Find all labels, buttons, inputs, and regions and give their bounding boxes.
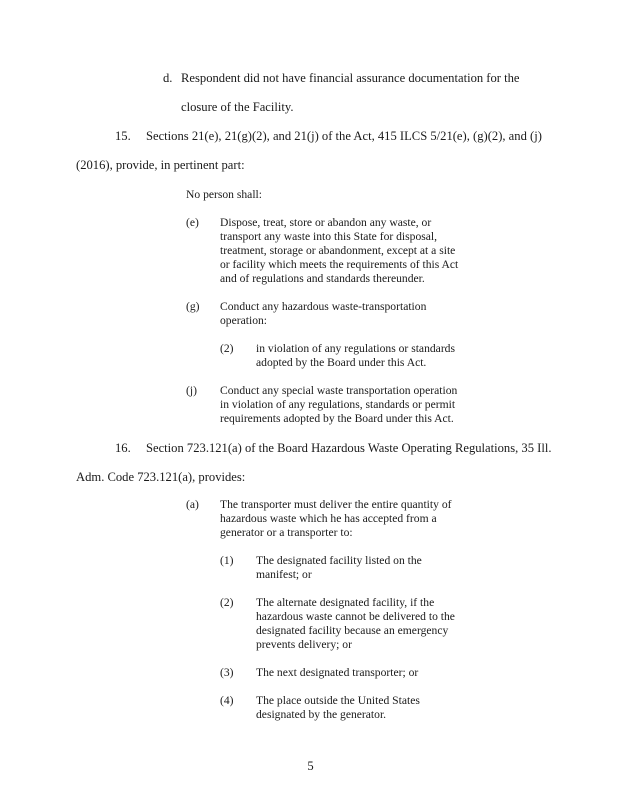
quote-15-e-line: and of regulations and standards thereunder. xyxy=(220,272,425,285)
quote-15-g2-marker: (2) xyxy=(220,342,234,355)
quote-16-item1-marker: (1) xyxy=(220,554,234,567)
quote-16-a-line: generator or a transporter to: xyxy=(220,526,353,539)
paragraph-d-line1: Respondent did not have financial assurance documentation for the xyxy=(181,71,520,85)
quote-15-e-marker: (e) xyxy=(186,216,199,229)
quote-16-item1-line: manifest; or xyxy=(256,568,312,581)
paragraph-15-line1: Sections 21(e), 21(g)(2), and 21(j) of the Act, 415 ILCS 5/21(e), (g)(2), and (j) xyxy=(146,129,542,143)
quote-15-j-marker: (j) xyxy=(186,384,197,397)
paragraph-16-line2: Adm. Code 723.121(a), provides: xyxy=(76,470,246,484)
quote-16-item1-line: The designated facility listed on the xyxy=(256,554,422,567)
quote-16-a-line: The transporter must deliver the entire quantity of xyxy=(220,498,452,511)
quote-16-item2-line: hazardous waste cannot be delivered to the xyxy=(256,610,455,623)
paragraph-d-line2: closure of the Facility. xyxy=(181,100,294,114)
quote-15-e-line: Dispose, treat, store or abandon any waste, or xyxy=(220,216,432,229)
quote-16-item2-line: designated facility because an emergency xyxy=(256,624,449,637)
paragraph-15-number: 15. xyxy=(115,129,131,143)
quote-15-j-line: requirements adopted by the Board under this Act. xyxy=(220,412,454,425)
quote-16-item4-marker: (4) xyxy=(220,694,234,707)
quote-16-item2-line: prevents delivery; or xyxy=(256,638,352,651)
paragraph-d-marker: d. xyxy=(163,71,173,85)
quote-15-e-line: treatment, storage or abandonment, except at a site xyxy=(220,244,456,257)
page-number: 5 xyxy=(307,759,314,773)
quote-15-intro: No person shall: xyxy=(186,188,262,201)
quote-16-item4-line: designated by the generator. xyxy=(256,708,387,721)
quote-15-e-line: transport any waste into this State for disposal, xyxy=(220,230,438,243)
quote-16-a-line: hazardous waste which he has accepted from a xyxy=(220,512,437,525)
quote-15-e-line: or facility which meets the requirements of this Act xyxy=(220,258,459,271)
quote-16-item2-line: The alternate designated facility, if the xyxy=(256,596,435,609)
quote-16-item2-marker: (2) xyxy=(220,596,234,609)
paragraph-16-number: 16. xyxy=(115,441,131,455)
quote-16-item3-line: The next designated transporter; or xyxy=(256,666,419,679)
paragraph-15-line2: (2016), provide, in pertinent part: xyxy=(76,158,245,172)
quote-15-j-line: in violation of any regulations, standards or permit xyxy=(220,398,456,411)
quote-16-item3-marker: (3) xyxy=(220,666,234,679)
quote-15-g-line: Conduct any hazardous waste-transportation xyxy=(220,300,427,313)
quote-15-j-line: Conduct any special waste transportation operation xyxy=(220,384,458,397)
quote-15-g2-line: in violation of any regulations or standards xyxy=(256,342,455,355)
quote-15-g2-line: adopted by the Board under this Act. xyxy=(256,356,427,369)
quote-15-g-marker: (g) xyxy=(186,300,200,313)
paragraph-16-line1: Section 723.121(a) of the Board Hazardous Waste Operating Regulations, 35 Ill. xyxy=(146,441,552,455)
quote-16-item4-line: The place outside the United States xyxy=(256,694,420,707)
quote-15-g-line: operation: xyxy=(220,314,268,327)
quote-16-a-marker: (a) xyxy=(186,498,199,511)
